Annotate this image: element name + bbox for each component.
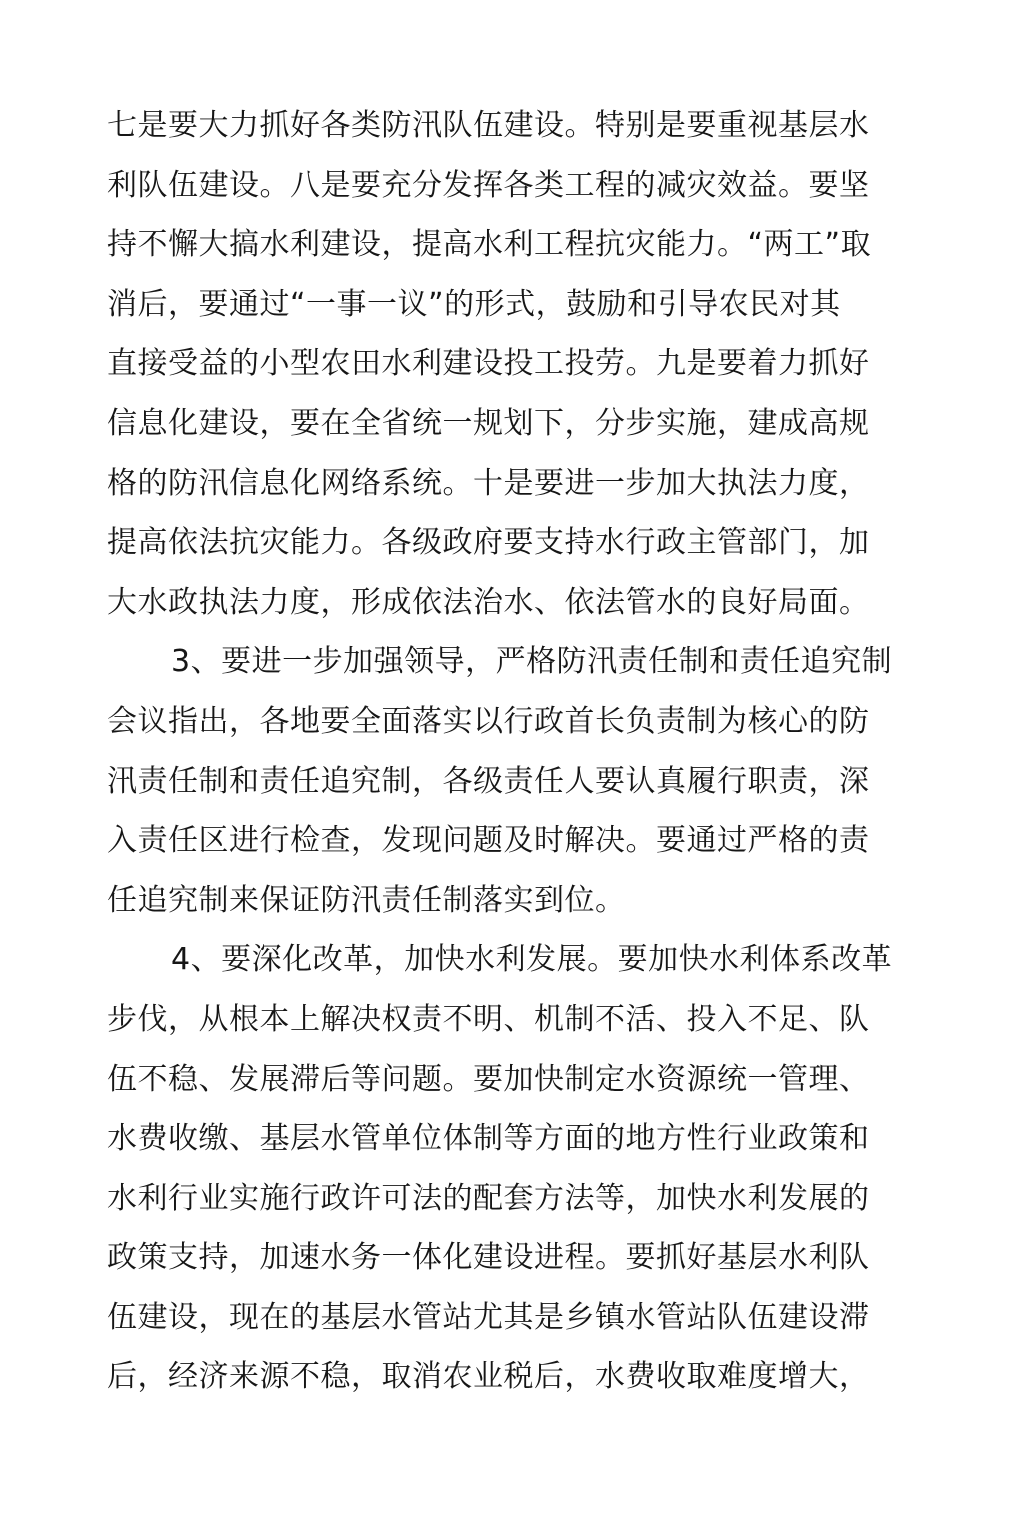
- text-line: 汛责任制和责任追究制，各级责任人要认真履行职责，深: [107, 763, 870, 799]
- text-line: 提高依法抗灾能力。各级政府要支持水行政主管部门，加: [107, 525, 870, 561]
- text-line: 信息化建设，要在全省统一规划下，分步实施，建成高规: [107, 405, 870, 441]
- text-line: 直接受益的小型农田水利建设投工投劳。九是要着力抓好: [107, 346, 870, 382]
- text-line: 水费收缴、基层水管单位体制等方面的地方性行业政策和: [107, 1121, 870, 1157]
- text-line: 入责任区进行检查，发现问题及时解决。要通过严格的责: [107, 823, 870, 859]
- text-line: 政策支持，加速水务一体化建设进程。要抓好基层水利队: [107, 1240, 870, 1276]
- text-line: 大水政执法力度，形成依法治水、依法管水的良好局面。: [107, 584, 870, 620]
- text-line: 七是要大力抓好各类防汛队伍建设。特别是要重视基层水: [107, 108, 870, 143]
- text-line: 持不懈大搞水利建设，提高水利工程抗灾能力。“两工”取: [107, 227, 872, 263]
- body-text: [107, 96, 907, 1407]
- section-heading-4: 4、要深化改革，加快水利发展。要加快水利体系改革: [171, 942, 893, 978]
- text-line: 步伐，从根本上解决权责不明、机制不活、投入不足、队: [107, 1001, 870, 1037]
- text-line: 后，经济来源不稳，取消农业税后，水费收取难度增大，: [107, 1359, 870, 1395]
- text-line: 伍建设，现在的基层水管站尤其是乡镇水管站队伍建设滞: [107, 1299, 870, 1335]
- text-line: 伍不稳、发展滞后等问题。要加快制定水资源统一管理、: [107, 1061, 870, 1097]
- section-heading-3: 3、要进一步加强领导，严格防汛责任制和责任追究制: [171, 644, 893, 680]
- text-line: 利队伍建设。八是要充分发挥各类工程的减灾效益。要坚: [107, 167, 870, 203]
- text-line: 格的防汛信息化网络系统。十是要进一步加大执法力度，: [107, 465, 870, 501]
- text-line: 水利行业实施行政许可法的配套方法等，加快水利发展的: [107, 1180, 870, 1216]
- text-line: 任追究制来保证防汛责任制落实到位。: [107, 882, 626, 918]
- text-line: 会议指出，各地要全面落实以行政首长负责制为核心的防: [107, 703, 870, 739]
- text-line: 消后，要通过“一事一议”的形式，鼓励和引导农民对其: [107, 286, 841, 322]
